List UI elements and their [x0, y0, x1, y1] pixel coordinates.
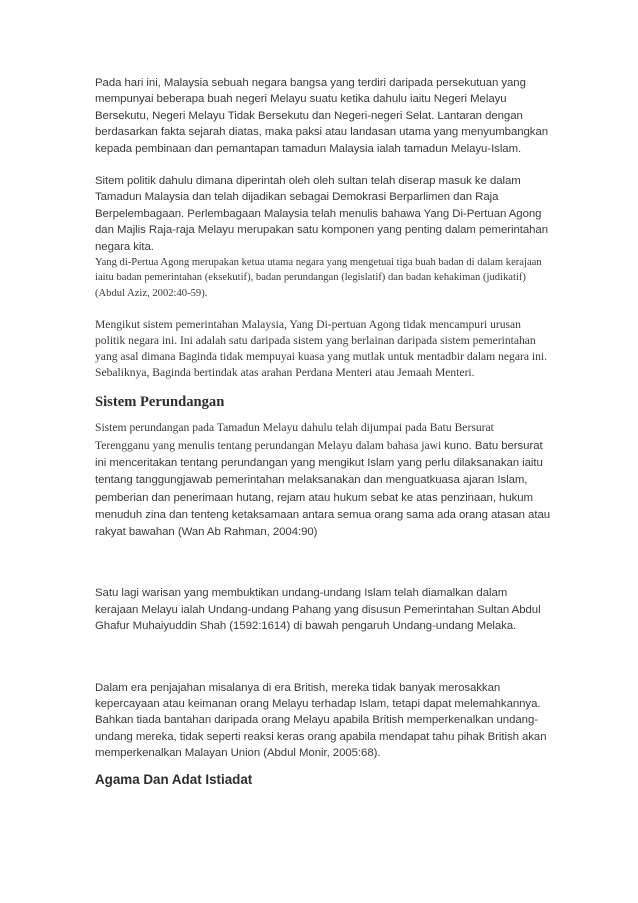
paragraph-british-era: Dalam era penjajahan misalanya di era British, mereka tidak banyak merosakkan kepercayaan atau keimanan orang Melayu terhadap Islam, tetapi dapat melemahkannya. Bahkan tiada bantahan daripada orang Melayu apabila British memperkenalkan undang-undang mereka, tidak seperti reaksi keras orang apabila mendapat tahu pihak British akan memperkenalkan Malayan Union (Abdul Monir, 2005:68).: [95, 681, 547, 760]
paragraph-batu-bersurat-sans: kuno. Batu bersurat ini menceritakan tentang perundangan yang mengikut Islam yang perlu dilaksanakan iaitu tentang tanggungjawab pemerintahan melaksanakan dan menguatkuasa ajaran Islam, pemberian dan penerimaan hutang, rejam atau hukum sebat ke atas penzinaan, hukum menuduh zina dan tenteng ketaksamaan antara semua orang sama ada orang atasan atau rakyat bawahan (Wan Ab Rahman, 2004:90): [95, 439, 551, 539]
paragraph-government-system: Mengikut sistem pemerintahan Malaysia, Yang Di-pertuan Agong tidak mencampuri urusan politik negara ini. Ini adalah satu daripada sistem yang berlainan daripada sistem pemerintahan yang asal dimana Baginda tidak mempuyai kuasa yang mutlak untuk mentadbir dalam negara ini. Sebaliknya, Baginda bertindak atas arahan Perdana Menteri atau Jemaah Menteri.: [95, 317, 548, 380]
heading-sistem-perundangan: Sistem Perundangan: [95, 394, 225, 411]
paragraph-intro: Pada hari ini, Malaysia sebuah negara bangsa yang terdiri daripada persekutuan yang mempunyai beberapa buah negeri Melayu suatu ketika dahulu iaitu Negeri Melayu Bersekutu, Negeri Melayu Tidak Bersekutu dan Negeri-negeri Selat. Lantaran dengan berdasarkan fakta sejarah diatas, maka paksi atau landasan utama yang menyumbangkan kepada pembinaan dan pemantapan tamadun Malaysia ialah tamadun Melayu-Islam.: [95, 77, 549, 155]
paragraph-agong: Yang di-Pertua Agong merupakan ketua utama negara yang mengetuai tiga buah badan di dalam kerajaan iaitu badan pemerintahan (eksekutif), badan perundangan (legislatif) dan badan kehakiman (judikatif)(Abdul Aziz, 2002:40-59).: [95, 257, 542, 299]
document-body: [95, 75, 550, 789]
paragraph-political-system: Sitem politik dahulu dimana diperintah oleh oleh sultan telah diserap masuk ke dalam Tamadun Malaysia dan telah dijadikan sebagai Demokrasi Berparlimen dan Raja Berpelembagaan. Perlembagaan Malaysia telah menulis bahawa Yang Di-Pertuan Agong dan Majlis Raja-raja Melayu merupakan satu komponen yang penting dalam pemerintahan negara kita.: [95, 175, 549, 253]
paragraph-undang-pahang: Satu lagi warisan yang membuktikan undang-undang Islam telah diamalkan dalam kerajaan Melayu ialah Undang-undang Pahang yang disusun Pemerintahan Sultan Abdul Ghafur Muhaiyuddin Shah (1592:1614) di bawah pengaruh Undang-undang Melaka.: [95, 587, 541, 633]
paragraph-batu-bersurat-serif: Sistem perundangan pada Tamadun Melayu dahulu telah dijumpai pada Batu Bersurat Terengganu yang menulis tentang perundangan Melayu dalam bahasa jawi: [95, 421, 494, 452]
paragraph-batu-bersurat: [95, 419, 550, 540]
heading-agama-adat: Agama Dan Adat Istiadat: [95, 771, 253, 787]
